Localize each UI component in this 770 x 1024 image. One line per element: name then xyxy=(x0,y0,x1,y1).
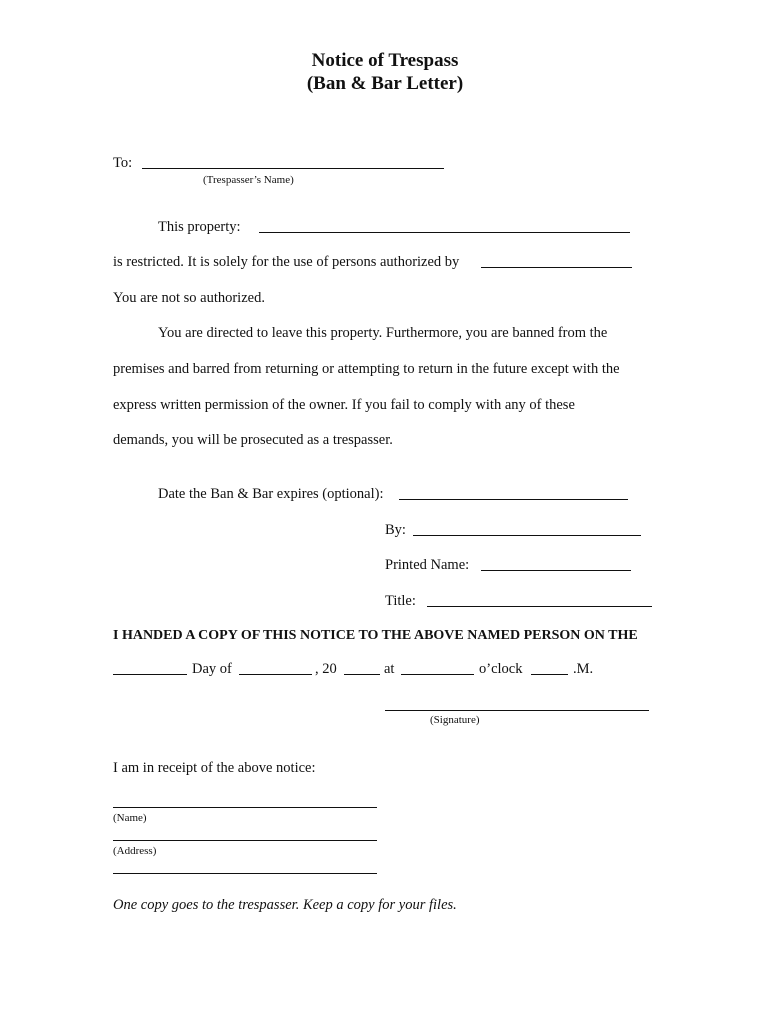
year-field[interactable] xyxy=(344,674,380,675)
restricted-text: is restricted. It is solely for the use of persons authorized by xyxy=(113,254,460,270)
footer-note: One copy goes to the trespasser. Keep a copy for your files. xyxy=(113,897,457,913)
paragraph-line: demands, you will be prosecuted as a trespasser. xyxy=(113,432,393,448)
title-label: Title: xyxy=(385,593,416,609)
hour-field[interactable] xyxy=(401,674,474,675)
day-of-label: Day of xyxy=(192,661,232,677)
day-field[interactable] xyxy=(113,674,187,675)
paragraph-line: You are directed to leave this property. Furthermore, you are banned from the xyxy=(158,325,608,341)
oclock-label: o’clock xyxy=(479,661,523,677)
signature-field[interactable] xyxy=(385,710,649,711)
property-label: This property: xyxy=(158,219,241,235)
trespasser-name-caption: (Trespasser’s Name) xyxy=(203,174,294,186)
document-subtitle: (Ban & Bar Letter) xyxy=(306,73,464,94)
property-field[interactable] xyxy=(259,232,630,233)
expiry-date-field[interactable] xyxy=(399,499,628,500)
authorized-by-field[interactable] xyxy=(481,267,632,268)
paragraph-line: premises and barred from returning or attempting to return in the future except with the xyxy=(113,361,620,377)
receipt-name-field[interactable] xyxy=(113,807,377,808)
receipt-address-caption: (Address) xyxy=(113,845,157,857)
year-prefix: , 20 xyxy=(315,661,337,677)
to-label: To: xyxy=(113,155,133,171)
receipt-address-field[interactable] xyxy=(113,840,377,841)
meridiem-suffix: .M. xyxy=(573,661,594,677)
receipt-address-field-2[interactable] xyxy=(113,873,377,874)
by-label: By: xyxy=(385,522,406,538)
printed-name-field[interactable] xyxy=(481,570,631,571)
printed-name-label: Printed Name: xyxy=(385,557,470,573)
title-field[interactable] xyxy=(427,606,652,607)
not-authorized-text: You are not so authorized. xyxy=(113,290,265,306)
month-field[interactable] xyxy=(239,674,312,675)
paragraph-line: express written permission of the owner. If you fail to comply with any of these xyxy=(113,397,575,413)
meridiem-field[interactable] xyxy=(531,674,568,675)
receipt-name-caption: (Name) xyxy=(113,812,147,824)
trespasser-name-field[interactable] xyxy=(142,168,444,169)
at-label: at xyxy=(384,661,395,677)
signature-caption: (Signature) xyxy=(430,714,480,726)
receipt-statement: I am in receipt of the above notice: xyxy=(113,760,316,776)
document-title: Notice of Trespass xyxy=(311,50,459,71)
expiry-label: Date the Ban & Bar expires (optional): xyxy=(158,486,384,502)
service-heading: I HANDED A COPY OF THIS NOTICE TO THE ABOVE NAMED PERSON ON THE xyxy=(113,628,638,643)
by-field[interactable] xyxy=(413,535,641,536)
